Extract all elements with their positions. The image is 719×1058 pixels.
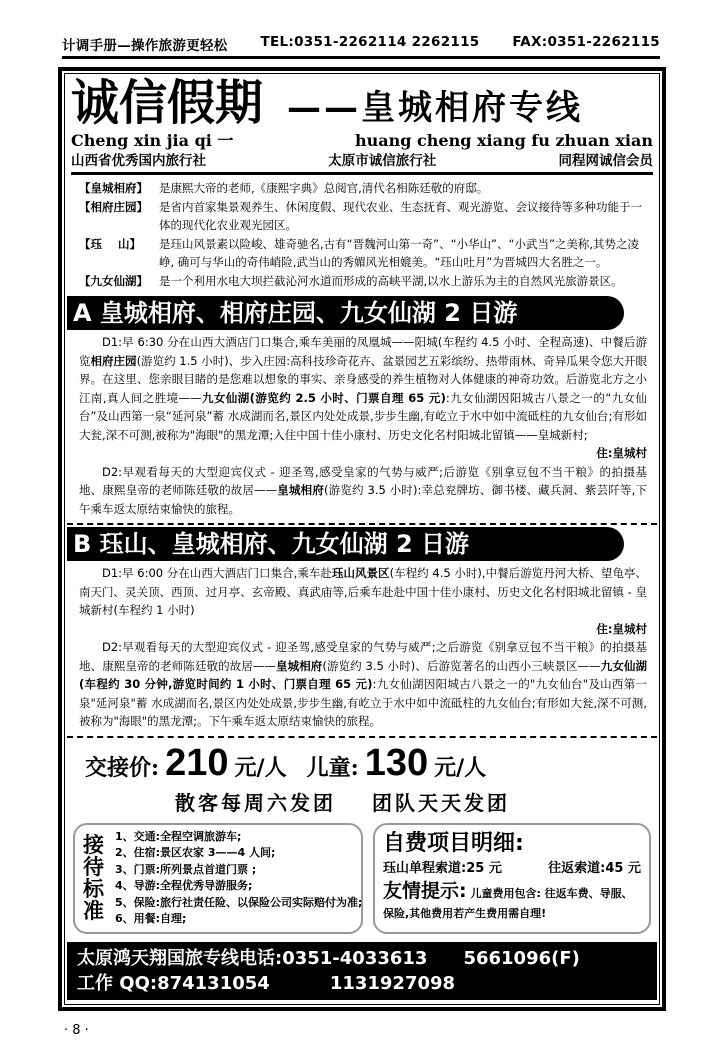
highlight-text: 九女仙湖(车程约 30 分钟,游览时间约 1 小时、门票自理 65 元): [79, 658, 648, 691]
itinerary-text: D1:早 6:30 分在山西大酒店门口集合,乘车美丽的凤凰城——阳城(车程约 4.5 小时、全程高速)、中餐后游览: [79, 335, 647, 368]
qq-2: 1131927098: [329, 972, 456, 994]
highlight-text: 相府庄园: [90, 353, 137, 368]
intro-label: 【皇城相府】: [79, 181, 148, 195]
route-a-day1-stay: 住:皇城村: [596, 446, 647, 460]
route-title: ——皇城相府专线: [287, 88, 584, 128]
child-price-unit: 元/人: [434, 754, 487, 781]
org-2: 同程网诚信会员: [558, 153, 653, 169]
pinyin-right: huang cheng xiang fu zhuan xian: [355, 131, 653, 150]
standard-item: 6、用餐:自理;: [115, 912, 187, 925]
itinerary-text: D2:早观看每天的大型迎宾仪式 - 迎圣驾,感受皇家的气势与威严;之后游览《别拿豆包不当干粮》的拍摄基地、康熙皇帝的老师陈廷敬的故居——: [79, 640, 647, 673]
pinyin-left: Cheng xin jia qi 一: [71, 131, 234, 150]
itinerary-text: D2:早观看每天的大型迎宾仪式 - 迎圣驾,感受皇家的气势与威严;后游览《别拿豆包不当干粮》的拍摄基地、康熙皇帝的老师陈廷敬的故居——: [79, 464, 647, 497]
highlight-text: 皇城相府: [275, 658, 323, 673]
route-b-day1-stay: 住:皇城村: [596, 621, 647, 636]
brochure-frame: [58, 67, 666, 1011]
brand-title: 诚信假期: [71, 75, 264, 131]
qq-1: 874131054: [157, 972, 270, 994]
route-b-itinerary: [67, 561, 657, 734]
itinerary-text: (游览约 3.5 小时):幸总兖牌坊、御书楼、藏兵洞、紫芸阡等,下午乘车返太原结束愉快的旅程。: [79, 483, 647, 516]
intro-item: [79, 198, 647, 235]
service-standards-box: [73, 823, 363, 934]
contact-band: [67, 942, 657, 1000]
highlight-text: 皇城相府: [277, 483, 324, 497]
tip-text: 儿童费用包含: 往返车费、导服、保险,其他费用若产生费用需自理!: [383, 886, 633, 920]
child-price-label: 儿童:: [306, 754, 359, 781]
divider: [67, 736, 657, 738]
route-a-day1: [79, 333, 647, 444]
price-section: [67, 740, 657, 819]
adult-price: 210: [165, 741, 229, 784]
adult-price-label: 交接价:: [85, 754, 160, 781]
header-tel: TEL:0351-2262114 2262115: [260, 34, 480, 50]
standard-item: 1、交通:全程空调旅游车;: [115, 829, 242, 843]
route-a-day2: [79, 463, 647, 519]
standard-item: 2、住宿:景区农家 3——4 人间;: [115, 846, 276, 859]
highlight-text: 珏山风景区: [331, 566, 390, 580]
route-b-day1: [79, 564, 647, 620]
intro-text: 是珏山风景素以险峻、雄奇驰名,古有“晋魏河山第一奇”、“小华山”、“小武当”之美称,其势之凌峥, 确可与华山的奇伟峭险,武当山的秀媚风光相媲美。“珏山吐月”为晋城四大名胜之一。: [159, 236, 640, 269]
qq-label: 工作 QQ:: [77, 972, 158, 994]
standard-item: 4、导游:全程优秀导游服务;: [115, 879, 253, 892]
org-1: 太原市诚信旅行社: [328, 153, 437, 169]
intro-item: [79, 235, 647, 272]
standard-item: 3、门票:所列景点首道门票 ;: [115, 862, 257, 876]
highlight-text: 九女仙湖(游览约 2.5 小时、门票自理 65 元): [201, 390, 446, 405]
fee-one-way: 珏山单程索道:25 元: [383, 860, 502, 876]
fee-round-trip: 往返索道:45 元: [548, 860, 641, 876]
hotline-label: 太原鸿天翔国旅专线电话:: [77, 947, 283, 969]
itinerary-text: (车程约 4.5 小时),中餐后游览丹河大桥、望龟亭、南天门、灵关顶、西顶、过月亭、玄帝殿、真武庙等,后乘车赴赴中国十佳小康村、历史文化名村阳城北留镇 - 皇城新村(车程约 1 小时): [79, 566, 648, 617]
schedule-individual: 散客每周六发团: [175, 790, 336, 815]
tip-heading: 友情提示:: [383, 879, 467, 902]
intro-text: 是省内首家集景观养生、休闲度假、现代农业、生态抚育、观光游览、会议接待等多种功能于一体的现代化农业观光园区。: [159, 199, 642, 232]
fees-heading: 自费项目明细:: [383, 830, 524, 856]
attraction-intro: [67, 175, 657, 294]
org-credentials: [71, 152, 653, 175]
org-0: 山西省优秀国内旅行社: [71, 153, 206, 169]
info-boxes: [67, 819, 657, 938]
itinerary-text: D1:早 6:00 分在山西大酒店门口集合,乘车赴: [102, 566, 332, 580]
itinerary-text: (游览约 3.5 小时)、后游览著名的山西小三峡景区——: [322, 658, 601, 673]
route-a-itinerary: [67, 330, 657, 521]
itinerary-text: (游览约 1.5 小时)、步入庄园:高科技珍奇花卉、盆景园艺五彩缤纷、热带雨林、奇异瓜果令您大开眼界。在这里、您亲眼目睹的是您难以想象的事实、亲身感受的养生植物对人体健康的神奇功效。后游览北方之小江南,真人间之胜境——: [79, 353, 647, 405]
pinyin-line: [67, 130, 657, 152]
title-row: [67, 76, 657, 130]
header-fax: FAX:0351-2262115: [512, 34, 660, 50]
route-b-banner: B 珏山、皇城相府、九女仙湖 2 日游: [67, 527, 624, 561]
child-price: 130: [364, 741, 429, 784]
intro-text: 是康熙大帝的老师,《康熙字典》总阅官,清代名相陈廷敬的府邸。: [159, 181, 489, 195]
page-header: [62, 34, 660, 59]
standards-heading: 接待标准: [83, 833, 104, 923]
intro-item: [79, 272, 647, 291]
friendly-tip: [383, 881, 641, 924]
divider: [67, 523, 657, 525]
adult-price-unit: 元/人: [234, 754, 287, 781]
schedule-group: 团队天天发团: [371, 790, 510, 815]
route-a-banner: A 皇城相府、相府庄园、九女仙湖 2 日游: [67, 296, 624, 330]
page-number: · 8 ·: [64, 1022, 89, 1038]
intro-label: 【相府庄园】: [79, 199, 148, 214]
standard-item: 5、保险:旅行社责任险、以保险公司实际赔付为准;: [115, 895, 363, 909]
itinerary-text: :九女仙湖因阳城古八景之一的“九女仙台”及山西第一泉“延河泉”蓄 水成湖而名,景区内处处成景,步步生幽,有屹立于水中如中流砥柱的九女仙台;有形如大瓮,深不可测,被称为"海眼"的黑龙潭;入住中国十佳小康村、历史文化名村阳城北留镇——皇城新村;: [79, 390, 648, 442]
header-slogan: 计调手册—操作旅游更轻松: [62, 38, 228, 54]
intro-label: 【九女仙湖】: [79, 273, 148, 288]
itinerary-text: :九女仙湖因阳城古八景之一的"九女仙台"及山西第一泉"延河泉"蓄 水成湖而名,景区内处处成景,步步生幽,有屹立于水中如中流砥柱的九女仙台;有形如大瓮,深不可测,被称为"海眼"的黑龙潭;。下午乘车返太原结束愉快的旅程。: [79, 677, 647, 728]
intro-item: [79, 179, 647, 198]
phone-1: 0351-4033613: [282, 947, 428, 969]
phone-2: 5661096(F): [463, 947, 580, 969]
intro-label: 【珏 山】: [79, 236, 142, 251]
route-b-day2: [79, 638, 647, 731]
intro-text: 是一个利用水电大坝拦截沁河水道而形成的高峡平湖,以水上游乐为主的自然风光旅游景区。: [159, 273, 623, 288]
optional-fees-box: [373, 823, 651, 934]
